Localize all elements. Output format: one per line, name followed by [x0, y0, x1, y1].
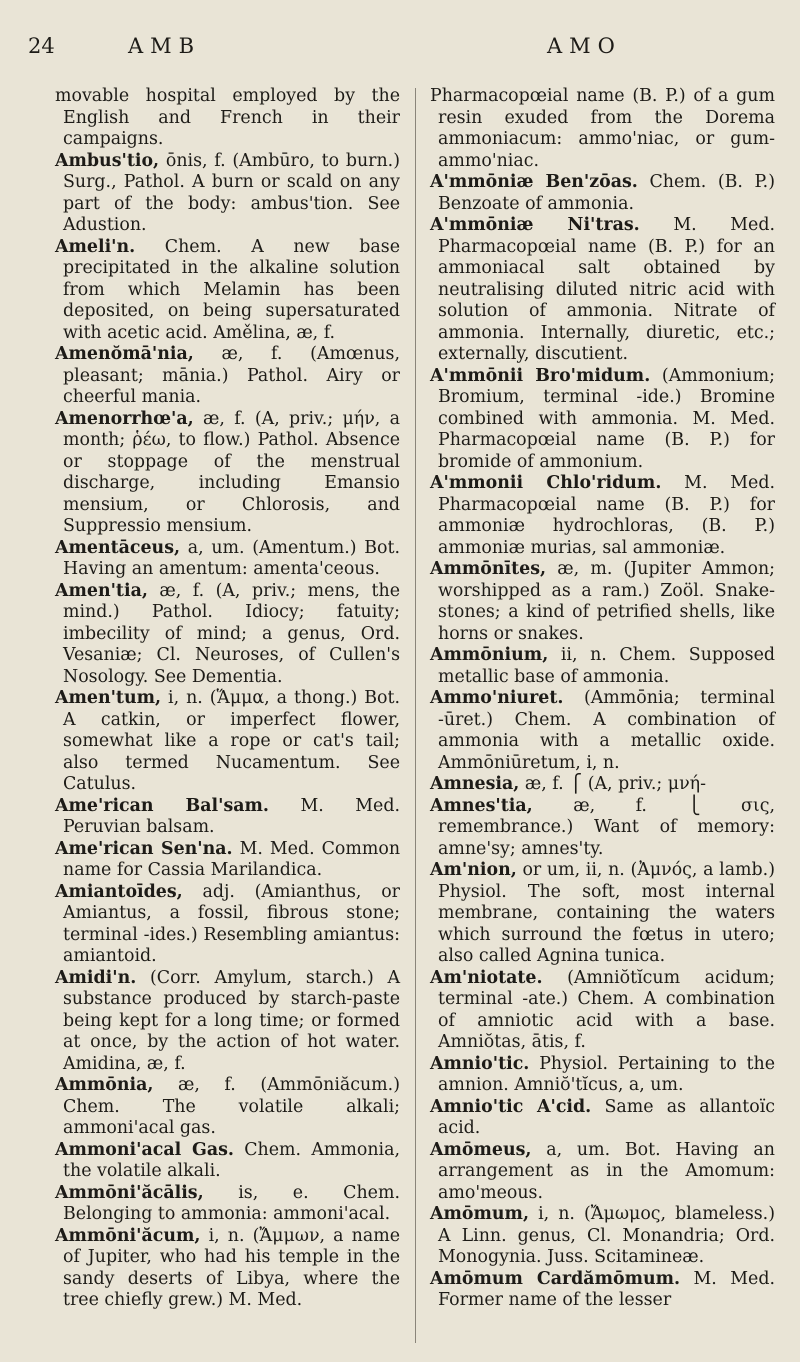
entry-headword: Amōmum Cardămōmum.	[430, 1268, 681, 1289]
entry-definition: M. Med. Former name of the lesser	[438, 1268, 776, 1310]
entry-headword: Ammoni'acal Gas.	[55, 1139, 234, 1160]
entry-definition: ōnis, f. (Ambūro, to burn.) Surg., Pathol. A burn or scald on any part of the body: ambus'tion. See Adustion.	[63, 150, 400, 235]
entry-headword: Ammōnia,	[55, 1075, 154, 1095]
entry-headword: Ame'rican Sen'na.	[55, 838, 233, 859]
dictionary-entry	[430, 1140, 775, 1205]
dictionary-entry	[55, 839, 400, 882]
entry-definition: (Amniŏtĭcum acidum; terminal -ate.) Chem. A combination of amniotic acid with a base. Amniŏtas, ātis, f.	[438, 967, 775, 1052]
dictionary-entry	[430, 860, 775, 968]
entry-definition: æ, f. ⎩ σις, remembrance.) Want of memory: amne'sy; amnes'ty.	[438, 795, 775, 859]
entry-definition: i, n. (Ἄμμων, a name of Jupiter, who had his temple in the sandy deserts of Libya, where the tree chiefly grew.) M. Med.	[63, 1225, 400, 1310]
entry-definition: M. Med. Pharmacopœial name (B. P.) for an ammoniacal salt obtained by neutralising diluted nitric acid with solution of ammonia. Nitrate of ammonia. Internally, diuretic, etc.; externally, discutient.	[438, 215, 776, 364]
dictionary-entry	[55, 1075, 400, 1140]
running-head-left: AMB	[128, 34, 202, 58]
entry-headword: A'mmonii Chlo'ridum.	[430, 473, 662, 493]
entry-headword: Ame'rican Bal'sam.	[55, 795, 269, 816]
dictionary-entry	[430, 1204, 775, 1269]
dictionary-entry	[430, 1097, 775, 1140]
entry-headword: Amen'tia,	[55, 580, 148, 601]
entry-headword: Amen'tum,	[55, 688, 162, 708]
dictionary-entry	[430, 688, 775, 774]
entry-definition: (Ammonium; Bromium, terminal -ide.) Bromine combined with ammonia. M. Med. Pharmacopœial name (B. P.) for bromide of ammonium.	[438, 365, 776, 472]
dictionary-entry	[55, 581, 400, 689]
page-number: 24	[28, 34, 55, 58]
entry-headword: Ammo'niuret.	[430, 688, 564, 708]
entry-definition: Same as allantoïc acid.	[438, 1096, 776, 1138]
dictionary-entry	[55, 86, 400, 151]
entry-headword: A'mmōniæ Ni'tras.	[430, 215, 640, 235]
entry-definition: M. Med. Common name for Cassia Marilandica.	[63, 838, 401, 880]
dictionary-entry	[55, 538, 400, 581]
entry-definition: i, n. (Ἅμμα, a thong.) Bot. A catkin, or imperfect flower, somewhat like a rope or cat's tail; also termed Nucamentum. See Catulus.	[63, 688, 400, 794]
dictionary-entry	[430, 774, 775, 796]
entry-definition: M. Med. Peruvian balsam.	[63, 795, 400, 837]
entry-headword: Ammōni'ăcum,	[55, 1225, 201, 1246]
entry-definition: Physiol. Pertaining to the amnion. Amniŏ'tĭcus, a, um.	[438, 1053, 776, 1095]
dictionary-entry	[55, 151, 400, 237]
dictionary-entry	[55, 1183, 400, 1226]
entry-definition: Chem. Ammonia, the volatile alkali.	[63, 1139, 401, 1181]
page-header	[28, 24, 772, 68]
entry-definition: or um, ii, n. (Ἀμνός, a lamb.) Physiol. The soft, most internal membrane, containing the waters which surround the fœtus in utero; also called Agnina tunica.	[438, 860, 775, 966]
entry-definition: i, n. (Ἄμωμος, blameless.) A Linn. genus, Cl. Monandria; Ord. Monogynia. Juss. Scitamineæ.	[438, 1204, 775, 1267]
entry-definition: Chem. A new base precipitated in the alkaline solution from which Melamin has been deposited, on being supersaturated with acetic acid. Amělina, æ, f.	[63, 236, 401, 343]
entry-headword: Amenorrhœ'a,	[55, 408, 194, 429]
entry-definition: æ, f. (A, priv.; mens, the mind.) Pathol. Idiocy; fatuity; imbecility of mind; a genus, Ord. Vesaniæ; Cl. Neuroses, of Cullen's Nosology. See Dementia.	[63, 580, 400, 687]
entry-definition: æ, f. (Amœnus, pleasant; mānia.) Pathol. Airy or cheerful mania.	[63, 344, 400, 407]
dictionary-entry	[430, 86, 775, 172]
dictionary-entry	[430, 645, 775, 688]
entry-definition: æ, f. (Ammōniăcum.) Chem. The volatile alkali; ammoni'acal gas.	[63, 1075, 400, 1138]
entry-definition: (Ammōnia; terminal -ūret.) Chem. A combination of ammonia with a metallic oxide. Ammōniūretum, i, n.	[438, 688, 775, 773]
entry-headword: Amōmeus,	[430, 1139, 532, 1160]
entry-headword: Ammōnium,	[430, 645, 549, 665]
dictionary-entry	[55, 1140, 400, 1183]
entry-headword: Amnes'tia,	[430, 795, 533, 816]
entry-definition: æ, m. (Jupiter Ammon; worshipped as a ram.) Zoöl. Snake-stones; a kind of petrified shells, like horns or snakes.	[438, 559, 776, 644]
entry-definition: movable hospital employed by the English and French in their campaigns.	[55, 86, 400, 149]
entry-headword: Ameli'n.	[55, 236, 136, 257]
entry-definition: a, um. Bot. Having an arrangement as in the Amomum: amo'meous.	[438, 1139, 775, 1203]
running-head-right: AMO	[547, 34, 622, 58]
two-column-body	[55, 86, 785, 1348]
entry-definition: is, e. Chem. Belonging to ammonia: ammoni'acal.	[63, 1182, 400, 1224]
dictionary-entry	[55, 1226, 400, 1312]
column-divider	[415, 88, 416, 1343]
dictionary-entry	[430, 366, 775, 474]
entry-headword: A'mmōnii Bro'midum.	[430, 365, 651, 386]
entry-headword: Am'nion,	[430, 860, 517, 880]
entry-headword: A'mmōniæ Ben'zōas.	[430, 172, 638, 192]
entry-definition: Pharmacopœial name (B. P.) of a gum resin exuded from the Dorema ammoniacum: ammo'niac, or gum-ammo'niac.	[430, 86, 775, 171]
dictionary-entry	[430, 1269, 775, 1312]
left-column	[55, 86, 400, 1312]
entry-headword: Amnio'tic A'cid.	[430, 1096, 592, 1117]
right-column	[430, 86, 775, 1312]
entry-headword: Amidi'n.	[55, 967, 137, 988]
entry-headword: Ambus'tio,	[55, 150, 160, 171]
dictionary-entry	[55, 882, 400, 968]
entry-headword: Ammōni'ăcālis,	[55, 1182, 204, 1203]
entry-definition: ii, n. Chem. Supposed metallic base of ammonia.	[438, 645, 775, 687]
dictionary-entry	[55, 409, 400, 538]
entry-definition: æ, f. (A, priv.; μήν, a month; ῥέω, to flow.) Pathol. Absence or stoppage of the menstrual discharge, including Emansio mensium, or Chlorosis, and Suppressio mensium.	[63, 408, 400, 536]
dictionary-entry	[55, 344, 400, 409]
entry-definition: a, um. (Amentum.) Bot. Having an amentum: amenta'ceous.	[63, 537, 400, 579]
dictionary-entry	[430, 559, 775, 645]
entry-definition: æ, f. ⎧ (A, priv.; μνή-	[524, 774, 706, 794]
dictionary-entry	[430, 215, 775, 366]
dictionary-entry	[430, 172, 775, 215]
dictionary-entry	[55, 796, 400, 839]
entry-definition: Chem. (B. P.) Benzoate of ammonia.	[438, 172, 775, 214]
dictionary-entry	[55, 968, 400, 1076]
dictionary-entry	[55, 237, 400, 345]
entry-definition: adj. (Amianthus, or Amiantus, a fossil, fibrous stone; terminal -ides.) Resembling amiantus: amiantoid.	[63, 881, 400, 966]
entry-headword: Amiantoīdes,	[55, 881, 183, 902]
entry-headword: Amnesia,	[430, 774, 520, 794]
entry-headword: Ammōnītes,	[430, 559, 547, 579]
entry-headword: Amnio'tic.	[430, 1053, 530, 1074]
entry-headword: Am'niotate.	[430, 967, 543, 988]
dictionary-entry	[430, 473, 775, 559]
entry-definition: M. Med. Pharmacopœial name (B. P.) for ammoniæ hydrochloras, (B. P.) ammoniæ murias, sal ammoniæ.	[438, 473, 775, 558]
dictionary-entry	[430, 1054, 775, 1097]
dictionary-entry	[430, 968, 775, 1054]
entry-headword: Amōmum,	[430, 1204, 529, 1224]
dictionary-entry	[430, 796, 775, 861]
entry-headword: Amenŏmā'nia,	[55, 344, 194, 364]
entry-headword: Amentāceus,	[55, 537, 181, 558]
dictionary-entry	[55, 688, 400, 796]
entry-definition: (Corr. Amylum, starch.) A substance produced by starch-paste being kept for a long time; or formed at once, by the action of hot water. Amidina, æ, f.	[63, 967, 401, 1074]
